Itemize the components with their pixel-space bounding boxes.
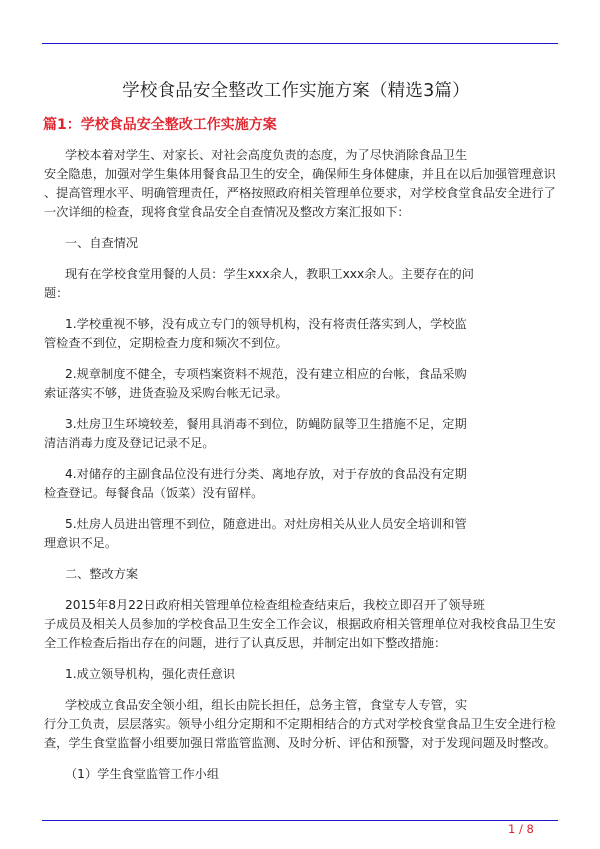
subheading-self-inspection [44, 234, 464, 253]
text-line: 一、自查情况 [65, 236, 139, 250]
paragraph-diners [44, 265, 474, 303]
list-item-issue-3 [44, 415, 467, 453]
subheading-canteen-supervision [44, 765, 464, 784]
section-heading: 篇1：学校食品安全整改工作实施方案 [43, 117, 277, 133]
text-line: 子成员及相关人员参加的学校食品卫生安全工作会议，根据政府相关管理单位对我校食品卫生安 [44, 617, 556, 631]
text-line: 清洁消毒力度及登记记录不足。 [44, 436, 215, 450]
page-indicator: 1 / 8 [508, 822, 534, 836]
text-line: 1.成立领导机构，强化责任意识 [65, 667, 236, 681]
text-line: 1.学校重视不够，没有成立专门的领导机构，没有将责任落实到人，学校监 [65, 317, 467, 331]
text-line: 理意识不足。 [44, 536, 118, 550]
text-line: 学校本着对学生、对家长、对社会高度负责的态度，为了尽快消除食品卫生 [65, 148, 468, 162]
text-line: 行分工负责，层层落实。领导小组分定期和不定期相结合的方式对学校食堂食品卫生安全进行检 [44, 717, 556, 731]
text-line: 5.灶房人员进出管理不到位，随意进出。对灶房相关从业人员安全培训和管 [65, 517, 467, 531]
paragraph-leadership-group [44, 696, 556, 753]
text-line: （1）学生食堂监管工作小组 [65, 767, 220, 781]
list-item-issue-1 [44, 315, 467, 353]
document-body [44, 146, 556, 784]
text-line: 4.对储存的主副食品位没有进行分类、离地存放，对于存放的食品没有定期 [65, 467, 467, 481]
text-line: 二、整改方案 [65, 567, 139, 581]
text-line: 检查登记。每餐食品（饭菜）没有留样。 [44, 486, 264, 500]
text-line: 索证落实不够，进货查验及采购台帐无记录。 [44, 386, 288, 400]
text-line: 查，学生食堂监督小组要加强日常监管监测、及时分析、评估和预警，对于发现问题及时整改。 [44, 736, 556, 750]
text-line: 3.灶房卫生环境较差，餐用具消毒不到位，防蝇防鼠等卫生措施不足，定期 [65, 417, 467, 431]
document-title: 学校食品安全整改工作实施方案（精选3篇） [122, 81, 470, 101]
list-item-issue-5 [44, 515, 467, 553]
text-line: 全工作检查后指出存在的问题，进行了认真反思，并制定出如下整改措施： [44, 636, 447, 650]
text-line: 2015年8月22日政府相关管理单位检查组检查结束后，我校立即召开了领导班 [65, 598, 485, 612]
paragraph-intro [44, 146, 556, 222]
text-line: 、提高管理水平、明确管理责任，严格按照政府相关管理单位要求，对学校食堂食品安全进行了 [44, 186, 556, 200]
text-line: 2.规章制度不健全，专项档案资料不规范，没有建立相应的台帐，食品采购 [65, 367, 467, 381]
header-rule [42, 43, 558, 44]
subheading-rectification-plan [44, 565, 464, 584]
text-line: 管检查不到位，定期检查力度和频次不到位。 [44, 336, 288, 350]
paragraph-meeting [44, 596, 556, 653]
text-line: 一次详细的检查，现将食堂食品安全自查情况及整改方案汇报如下： [44, 205, 410, 219]
list-item-issue-2 [44, 365, 467, 403]
text-line: 安全隐患，加强对学生集体用餐食品卫生的安全，确保师生身体健康，并且在以后加强管理意识 [44, 167, 556, 181]
text-line: 题： [44, 286, 69, 300]
text-line: 学校成立食品安全领小组，组长由院长担任，总务主管，食堂专人专管，实 [65, 698, 468, 712]
text-line: 现有在学校食堂用餐的人员：学生xxx余人，教职工xxx余人。主要存在的问 [65, 267, 474, 281]
list-item-issue-4 [44, 465, 467, 503]
footer-rule [42, 820, 558, 821]
subheading-leadership [44, 665, 464, 684]
